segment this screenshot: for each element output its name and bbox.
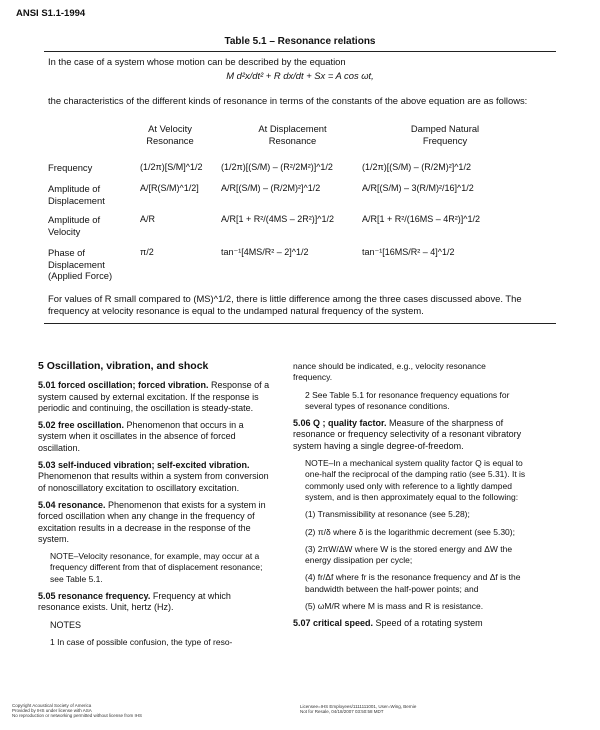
table-cell: A/[R(S/M)^1/2] <box>140 183 199 193</box>
list-item: (4) fr/Δf where fr is the resonance frequency and Δf is the bandwidth between the half-power points; and <box>305 572 521 594</box>
definition-5-02 <box>38 420 274 454</box>
term: 5.06 Q ; quality factor. <box>293 418 387 429</box>
row-label-phase: Phase of Displacement (Applied Force) <box>48 247 113 281</box>
definition-text: Phenomenon that results within a system from conversion of nonoscillatory excitation to oscillatory excitation. <box>38 471 269 493</box>
table-title: Table 5.1 – Resonance relations <box>224 36 376 47</box>
table-cell: (1/2π)[(S/M) – (R/2M)²]^1/2 <box>362 162 471 172</box>
row-label-frequency: Frequency <box>48 162 93 173</box>
definition-text: Frequency at which resonance exists. Unit, hertz (Hz). <box>38 591 231 613</box>
definition-text: Response of a system caused by external excitation. If the response is periodic and continuing, the oscillation is steady-state. <box>38 380 270 413</box>
table-top-rule <box>44 51 556 52</box>
column-header-displacement: At Displacement Resonance <box>258 123 327 146</box>
list-item: (5) ωM/R where M is mass and R is resistance. <box>305 601 484 612</box>
note: 1 In case of possible confusion, the type of reso- <box>50 636 233 647</box>
table-bottom-rule <box>44 323 556 324</box>
definition-text: Phenomenon that occurs in a system when it oscillates in the absence of forced oscillation. <box>38 420 244 453</box>
table-cell: A/R <box>140 214 156 224</box>
left-column <box>38 361 274 654</box>
equation: M d²x/dt² + R dx/dt + Sx = A cos ωt, <box>226 70 374 81</box>
definition-text: Phenomenon that exists for a system in forced oscillation when any change in the frequency of excitation results in a decrease in the response of the system. <box>38 499 266 544</box>
table-cell: π/2 <box>140 247 154 257</box>
footer-right: Licensee=IHS Employees/1111111001, User=Wing, Bernie Not for Resale, 04/18/2007 03:50:58 MDT <box>300 704 417 714</box>
row-label-amplitude-velocity: Amplitude of Velocity <box>48 214 101 237</box>
right-column <box>293 361 527 636</box>
definition-text: Measure of the sharpness of resonance or frequency selectivity of a resonant vibratory system having a single degree-of-freedom. <box>293 418 522 451</box>
table-cell: tan⁻¹[16MS/R² – 4]^1/2 <box>362 247 455 257</box>
row-label-amplitude-displacement: Amplitude of Displacement <box>48 183 105 206</box>
table-note: For values of R small compared to (MS)^1/2, there is little difference among the three cases discussed above. The frequency at velocity resonance is equal to the undamped natural frequency of the system. <box>48 293 522 316</box>
table-intro-2: the characteristics of the different kinds of resonance in terms of the constants of the above equation are as follows: <box>48 95 528 106</box>
list-item: (1) Transmissibility at resonance (see 5.28); <box>305 509 470 520</box>
notes-label: NOTES <box>50 619 82 630</box>
column-header-velocity: At Velocity Resonance <box>146 123 194 146</box>
list-item: (3) 2πW/ΔW where W is the stored energy and ΔW the energy dissipation per cycle; <box>305 543 513 566</box>
list-item: (2) π/δ where δ is the logarithmic decrement (see 5.30); <box>305 526 515 537</box>
table-cell: A/R[(S/M) – (R/2M)²]^1/2 <box>221 183 321 193</box>
note: NOTE–In a mechanical system quality factor Q is equal to one-half the reciprocal of the damping ratio (see 5.31). It is commonly used only with reference to a lightly damped system, and is then approximately equal to the following: <box>305 458 526 502</box>
definition-5-05 <box>38 591 274 614</box>
term: 5.03 self-induced vibration; self-excited vibration. <box>38 460 250 471</box>
term: 5.02 free oscillation. <box>38 420 125 431</box>
table-cell: A/R[1 + R²/(16MS – 4R²)]^1/2 <box>362 214 481 224</box>
term: 5.05 resonance frequency. <box>38 591 151 602</box>
column-header-damped: Damped Natural Frequency <box>410 123 480 146</box>
note: NOTE–Velocity resonance, for example, may occur at a frequency different from that of displacement resonance; see Table 5.1. <box>50 551 263 584</box>
footer-left: Copyright Acoustical Society of America Provided by IHS under license with ASA No reproduction or networking permitted without license from IHS <box>12 703 143 718</box>
term: 5.04 resonance. <box>38 499 106 510</box>
definition-5-06 <box>293 418 527 452</box>
running-header: ANSI S1.1-1994 <box>16 8 86 19</box>
table-intro: In the case of a system whose motion can be described by the equation <box>48 56 346 67</box>
definition-5-01 <box>38 380 274 414</box>
table-cell: A/R[1 + R²/(4MS – 2R²)]^1/2 <box>221 214 335 224</box>
section-heading: 5 Oscillation, vibration, and shock <box>38 360 209 372</box>
note-continued: nance should be indicated, e.g., velocity resonance frequency. <box>293 361 486 383</box>
definition-5-03 <box>38 460 274 494</box>
definition-5-07 <box>293 618 527 629</box>
term: 5.01 forced oscillation; forced vibration. <box>38 380 209 391</box>
term: 5.07 critical speed. <box>293 618 374 629</box>
definition-5-04 <box>38 500 274 545</box>
table-cell: (1/2π)[S/M]^1/2 <box>140 162 203 172</box>
table-cell: (1/2π)[(S/M) – (R²/2M²)]^1/2 <box>221 162 333 172</box>
table-cell: A/R[(S/M) – 3(R/M)²/16]^1/2 <box>362 183 474 193</box>
definition-text: Speed of a rotating system <box>373 618 483 629</box>
note: 2 See Table 5.1 for resonance frequency equations for several types of resonance conditions. <box>305 389 510 411</box>
table-cell: tan⁻¹[4MS/R² – 2]^1/2 <box>221 247 309 257</box>
